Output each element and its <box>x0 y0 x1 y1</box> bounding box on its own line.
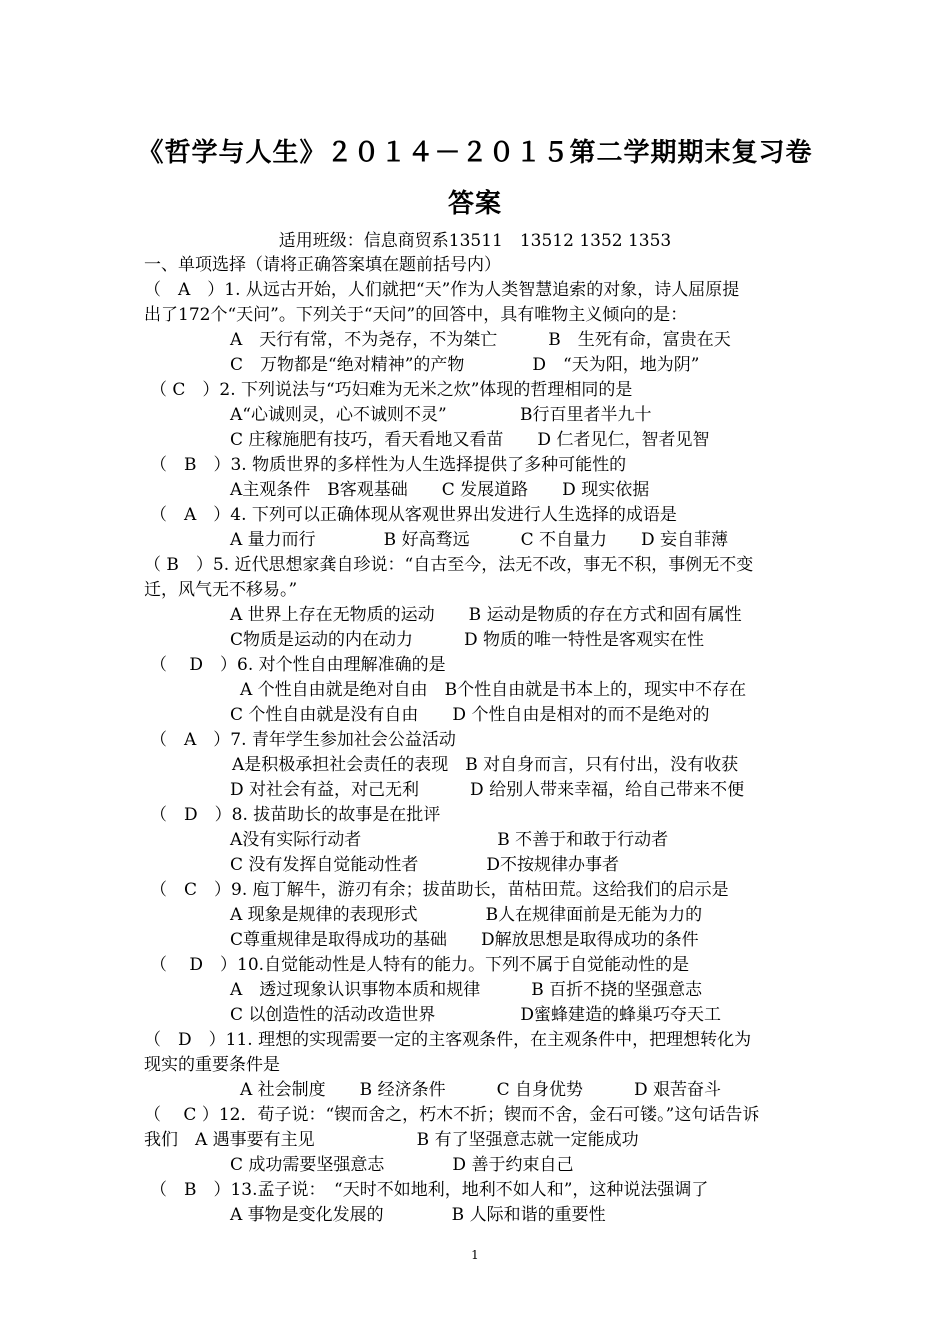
question-line: （ B ）3. 物质世界的多样性为人生选择提供了多种可能性的 <box>150 455 627 475</box>
option-line: A 透过现象认识事物本质和规律 B 百折不挠的坚强意志 <box>230 980 703 1000</box>
question-line: （ C ）12．荀子说：“锲而舍之，朽木不折；锲而不舍，金石可镂。”这句话告诉 <box>144 1105 760 1125</box>
option-line: C物质是运动的内在动力 D 物质的唯一特性是客观实在性 <box>230 630 705 650</box>
option-line: A 量力而行 B 好高骛远 C 不自量力 D 妄自菲薄 <box>230 530 729 550</box>
question-line: （ A ）1. 从远古开始，人们就把“天”作为人类智慧追索的对象，诗人屈原提 <box>144 280 740 300</box>
option-line: C 万物都是“绝对精神”的产物 D “天为阳，地为阴” <box>230 355 700 375</box>
option-line: C 庄稼施肥有技巧，看天看地又看苗 D 仁者见仁，智者见智 <box>230 430 710 450</box>
option-line: A主观条件 B客观基础 C 发展道路 D 现实依据 <box>230 480 650 500</box>
option-line: C尊重规律是取得成功的基础 D解放思想是取得成功的条件 <box>230 930 699 950</box>
question-line: （ D ）11. 理想的实现需要一定的主客观条件，在主观条件中，把理想转化为 <box>144 1030 752 1050</box>
question-line: （ A ）4. 下列可以正确体现从客观世界出发进行人生选择的成语是 <box>150 505 677 525</box>
option-line: A是积极承担社会责任的表现 B 对自身而言，只有付出，没有收获 <box>232 755 739 775</box>
document-title: 《哲学与人生》２０１４－２０１５第二学期期末复习卷 <box>137 138 813 168</box>
question-line: （ C ）2. 下列说法与“巧妇难为无米之炊”体现的哲理相同的是 <box>150 380 633 400</box>
class-info: 适用班级：信息商贸系13511 13512 1352 1353 <box>278 231 672 251</box>
option-line: A 个性自由就是绝对自由 B个性自由就是书本上的，现实中不存在 <box>240 680 747 700</box>
section-heading: 一、单项选择（请将正确答案填在题前括号内） <box>144 255 501 275</box>
page-number: 1 <box>471 1248 479 1262</box>
option-line: D 对社会有益，对己无利 D 给别人带来幸福，给自己带来不便 <box>230 780 745 800</box>
option-line: A没有实际行动者 B 不善于和敢于行动者 <box>230 830 669 850</box>
question-line: （ A ）7. 青年学生参加社会公益活动 <box>150 730 456 750</box>
option-line: C 成功需要坚强意志 D 善于约束自己 <box>230 1155 574 1175</box>
option-line: A 现象是规律的表现形式 B人在规律面前是无能为力的 <box>230 905 703 925</box>
option-line: A“心诚则灵，心不诚则不灵” B行百里者半九十 <box>230 405 652 425</box>
option-line: A 事物是变化发展的 B 人际和谐的重要性 <box>230 1205 606 1225</box>
question-line: 迁，风气无不移易。” <box>144 580 298 600</box>
option-line: A 天行有常，不为尧存，不为桀亡 B 生死有命，富贵在天 <box>230 330 731 350</box>
option-line: C 个性自由就是没有自由 D 个性自由是相对的而不是绝对的 <box>230 705 710 725</box>
question-line: （ D ）8. 拔苗助长的故事是在批评 <box>150 805 441 825</box>
question-line: 现实的重要条件是 <box>144 1055 280 1075</box>
option-line: C 没有发挥自觉能动性者 D不按规律办事者 <box>230 855 620 875</box>
question-line: （ D ）10.自觉能动性是人特有的能力。下列不属于自觉能动性的是 <box>150 955 690 975</box>
question-line: （ B ）13.孟子说： “天时不如地利，地利不如人和”，这种说法强调了 <box>150 1180 709 1200</box>
option-line: A 社会制度 B 经济条件 C 自身优势 D 艰苦奋斗 <box>240 1080 722 1100</box>
question-line: （ C ）9. 庖丁解牛，游刃有余；拔苗助长，苗枯田荒。这给我们的启示是 <box>150 880 729 900</box>
question-line: 出了172个“天问”。下列关于“天问”的回答中，具有唯物主义倾向的是： <box>144 305 688 325</box>
question-line: （ B ）5. 近代思想家龚自珍说：“自古至今，法无不改，事无不积，事例无不变 <box>144 555 754 575</box>
option-line: C 以创造性的活动改造世界 D蜜蜂建造的蜂巢巧夺天工 <box>230 1005 722 1025</box>
option-line: A 世界上存在无物质的运动 B 运动是物质的存在方式和固有属性 <box>230 605 742 625</box>
question-line: 我们 A 遇事要有主见 B 有了坚强意志就一定能成功 <box>144 1130 639 1150</box>
question-line: （ D ）6. 对个性自由理解准确的是 <box>150 655 446 675</box>
document-subtitle: 答案 <box>447 189 502 219</box>
